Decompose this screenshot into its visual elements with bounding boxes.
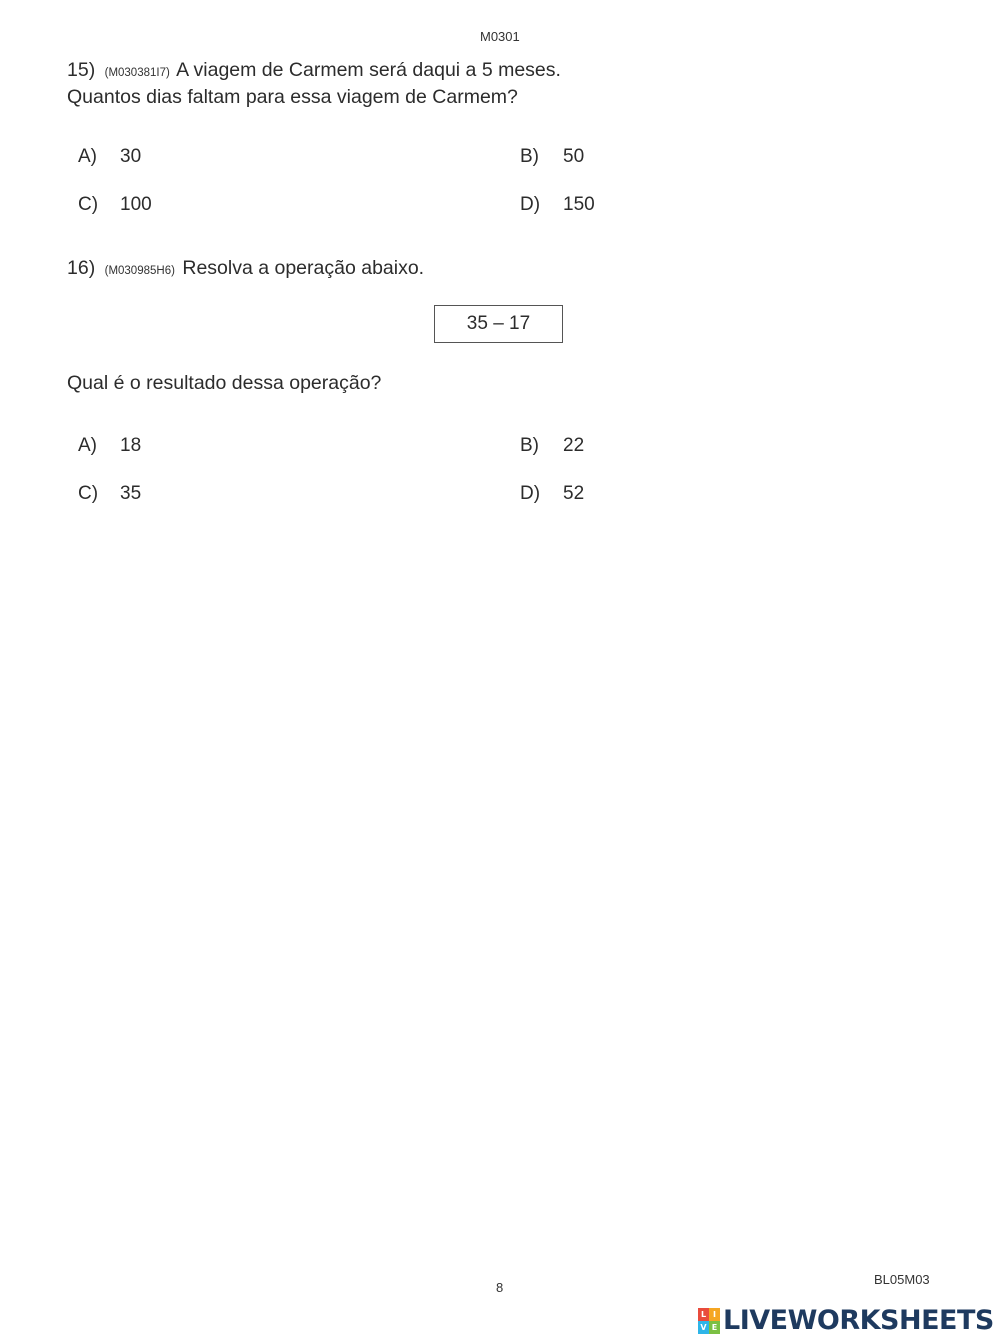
q16-option-b-letter: B) [520, 435, 539, 456]
q15-option-a-letter: A) [78, 146, 97, 167]
question-15-number: 15) [67, 59, 96, 81]
header-code: M0301 [480, 29, 520, 44]
liveworksheets-logo[interactable] [698, 1305, 994, 1336]
question-16-code: (M030985H6) [104, 265, 175, 277]
question-16-text-line1: Resolva a operação abaixo. [182, 257, 425, 279]
q16-option-b-value: 22 [563, 435, 585, 456]
logo-letter-i: I [709, 1308, 720, 1321]
q16-option-c-value: 35 [120, 483, 142, 504]
question-16-line1 [67, 257, 424, 280]
question-15-line1 [67, 59, 561, 82]
q15-option-b-value: 50 [563, 146, 585, 167]
q16-option-d-letter: D) [520, 483, 541, 504]
liveworksheets-logo-text: LIVEWORKSHEETS [723, 1305, 994, 1336]
q16-option-c-letter: C) [78, 483, 99, 504]
q15-option-a[interactable] [78, 146, 142, 168]
q16-option-a[interactable] [78, 435, 142, 457]
q16-option-a-value: 18 [120, 435, 142, 456]
page-number: 8 [496, 1280, 504, 1295]
q15-option-c-value: 100 [120, 194, 152, 215]
q15-option-c-letter: C) [78, 194, 99, 215]
q15-option-c[interactable] [78, 194, 152, 216]
footer-code: BL05M03 [874, 1272, 930, 1287]
q16-option-b[interactable] [520, 435, 585, 457]
q15-option-d-value: 150 [563, 194, 595, 215]
q15-option-d-letter: D) [520, 194, 541, 215]
q16-option-a-letter: A) [78, 435, 97, 456]
q15-option-a-value: 30 [120, 146, 142, 167]
question-16-prompt: Qual é o resultado dessa operação? [67, 372, 382, 394]
q15-option-b-letter: B) [520, 146, 539, 167]
q15-option-b[interactable] [520, 146, 585, 168]
q16-option-d[interactable] [520, 483, 585, 505]
question-15-text-line2: Quantos dias faltam para essa viagem de Carmem? [67, 86, 518, 108]
q16-option-d-value: 52 [563, 483, 585, 504]
question-15-code: (M030381I7) [104, 67, 170, 79]
question-15-text-line1: A viagem de Carmem será daqui a 5 meses. [176, 59, 561, 81]
operation-box [434, 305, 563, 343]
logo-letter-l: L [698, 1308, 709, 1321]
operation-text: 35 – 17 [466, 313, 531, 334]
liveworksheets-icon [698, 1308, 720, 1334]
q16-option-c[interactable] [78, 483, 142, 505]
logo-letter-e: E [709, 1321, 720, 1334]
logo-letter-v: V [698, 1321, 709, 1334]
question-16-number: 16) [67, 257, 96, 279]
q15-option-d[interactable] [520, 194, 595, 216]
